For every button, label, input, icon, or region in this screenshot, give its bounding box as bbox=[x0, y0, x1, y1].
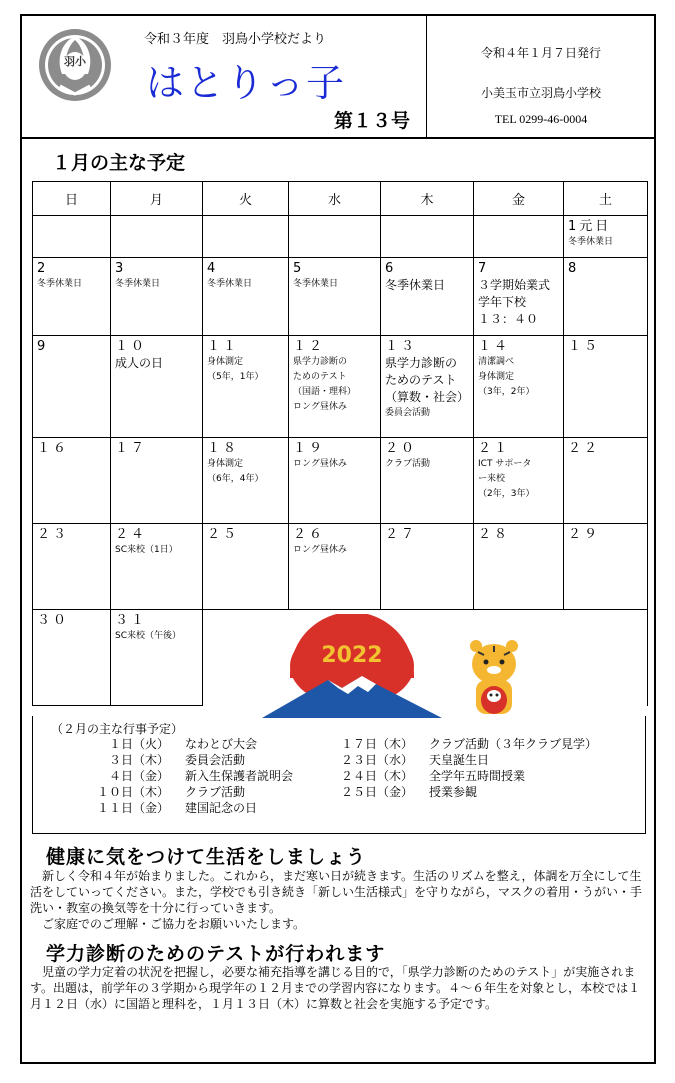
february-event-row bbox=[71, 736, 293, 752]
calendar-day-cell bbox=[111, 524, 203, 610]
illustration-year: 2022 bbox=[321, 643, 383, 668]
day-event: （2年，3年） bbox=[478, 489, 535, 499]
calendar-day-cell bbox=[203, 524, 289, 610]
day-number: ２０ bbox=[385, 441, 418, 456]
february-event-row bbox=[323, 736, 597, 752]
day-number: １０ bbox=[115, 339, 148, 354]
february-event-row bbox=[71, 752, 293, 768]
day-event-main: １３：４０ bbox=[478, 312, 539, 326]
day-number: 5 bbox=[293, 261, 305, 276]
day-number: 4 bbox=[207, 261, 219, 276]
day-event: 身体測定 bbox=[207, 357, 244, 367]
calendar-week-row bbox=[33, 258, 648, 336]
calendar-day-cell bbox=[111, 216, 203, 258]
school-name: 小美玉市立羽鳥小学校 bbox=[480, 86, 601, 100]
day-number: １４ bbox=[478, 339, 511, 354]
day-number: 3 bbox=[115, 261, 127, 276]
weekday-header: 土 bbox=[564, 182, 648, 216]
day-number: １８ bbox=[207, 441, 240, 456]
calendar-day-cell bbox=[474, 438, 564, 524]
day-number: １７ bbox=[115, 441, 148, 456]
day-event: ロング昼休み bbox=[293, 459, 347, 469]
calendar-day-cell bbox=[33, 258, 111, 336]
calendar-day-cell bbox=[33, 216, 111, 258]
february-event-name: 授業参観 bbox=[429, 785, 478, 799]
day-number: 8 bbox=[568, 261, 580, 276]
issue-number: 第１３号 bbox=[334, 110, 411, 132]
day-event: （3年，2年） bbox=[478, 387, 535, 397]
calendar-day-cell bbox=[203, 336, 289, 438]
day-number: 2 bbox=[37, 261, 49, 276]
february-event-date: １０日（木） bbox=[96, 785, 169, 799]
day-event: 冬季休業日 bbox=[37, 279, 83, 289]
day-number: ３１ bbox=[115, 613, 148, 628]
calendar-day-cell bbox=[111, 438, 203, 524]
test-paragraph-1: 児童の学力定着の状況を把握し，必要な補充指導を講じる目的で，「県学力診断のためのテスト」が実施されます。出題は，前学年の３学期から現学年の１２月までの学習内容になります。４～６年生を対象とし，本校では１月１２日（水）に国語と理科を，１月１３日（木）に算数と社会を実施する予定です。 bbox=[30, 965, 641, 1011]
day-number: 1元日 bbox=[568, 219, 612, 234]
school-crest-icon bbox=[38, 28, 112, 102]
calendar-week-row bbox=[33, 524, 648, 610]
february-event-date: １７日（木） bbox=[340, 737, 413, 751]
day-number: ３０ bbox=[37, 613, 70, 628]
calendar-day-cell bbox=[564, 524, 648, 610]
day-event: SC来校（1日） bbox=[115, 545, 178, 555]
february-event-row bbox=[71, 768, 293, 784]
health-heading: 健康に気をつけて生活をしましょう bbox=[46, 846, 367, 868]
day-event-main: 成人の日 bbox=[115, 356, 164, 370]
february-event-name: なわとび大会 bbox=[185, 737, 258, 751]
calendar-day-cell bbox=[381, 258, 474, 336]
day-number: １５ bbox=[568, 339, 601, 354]
day-number: １３ bbox=[385, 339, 418, 354]
weekday-header: 月 bbox=[111, 182, 203, 216]
test-heading: 学力診断のためのテストが行われます bbox=[46, 943, 386, 965]
february-event-row bbox=[323, 784, 597, 800]
calendar-day-cell bbox=[289, 258, 381, 336]
february-event-row bbox=[323, 768, 597, 784]
day-event: ロング昼休み bbox=[293, 402, 347, 412]
crest-text: 羽小 bbox=[64, 55, 86, 68]
february-event-name: クラブ活動 bbox=[185, 785, 246, 799]
february-event-row bbox=[71, 800, 293, 816]
calendar-day-cell bbox=[33, 438, 111, 524]
february-event-date: ４日（金） bbox=[108, 769, 169, 783]
day-number: ２６ bbox=[293, 527, 326, 542]
weekday-header: 木 bbox=[381, 182, 474, 216]
publisher-info bbox=[428, 16, 654, 137]
february-title: （２月の主な行事予定） bbox=[51, 722, 184, 736]
school-year-title: 令和３年度 羽鳥小学校だより bbox=[144, 32, 327, 47]
health-paragraph-2: ご家庭でのご理解・ご協力をお願いいたします。 bbox=[42, 917, 306, 931]
day-event: SC来校（午後） bbox=[115, 631, 181, 641]
calendar-day-cell bbox=[474, 216, 564, 258]
february-event-date: １１日（金） bbox=[96, 801, 169, 815]
day-number: 7 bbox=[478, 261, 490, 276]
calendar-day-cell bbox=[203, 258, 289, 336]
day-number: ２８ bbox=[478, 527, 511, 542]
calendar-heading: １月の主な予定 bbox=[52, 152, 186, 174]
calendar-week-row bbox=[33, 438, 648, 524]
calendar-day-cell bbox=[381, 524, 474, 610]
calendar-day-cell bbox=[474, 336, 564, 438]
february-event-date: １日（火） bbox=[108, 737, 169, 751]
february-event-date: ３日（木） bbox=[108, 753, 169, 767]
calendar-day-cell bbox=[564, 438, 648, 524]
calendar-day-cell bbox=[381, 336, 474, 438]
calendar-day-cell bbox=[474, 524, 564, 610]
calendar-day-cell bbox=[381, 216, 474, 258]
header-divider bbox=[426, 16, 427, 137]
day-event: 身体測定 bbox=[478, 372, 515, 382]
february-event-date: ２５日（金） bbox=[340, 785, 413, 799]
calendar-week-row bbox=[33, 336, 648, 438]
day-number: １１ bbox=[207, 339, 240, 354]
day-number: ２７ bbox=[385, 527, 418, 542]
day-event: ー来校 bbox=[478, 474, 506, 484]
calendar-day-cell bbox=[564, 336, 648, 438]
issue-date: 令和４年１月７日発行 bbox=[480, 46, 601, 60]
calendar-day-cell bbox=[289, 524, 381, 610]
calendar-day-cell bbox=[564, 258, 648, 336]
health-body bbox=[30, 868, 648, 932]
day-event: 冬季休業日 bbox=[207, 279, 253, 289]
day-number: ２３ bbox=[37, 527, 70, 542]
day-event: 県学力診断の bbox=[293, 357, 348, 367]
calendar-day-cell bbox=[111, 258, 203, 336]
health-paragraph-1: 新しく令和４年が始まりました。これから，まだ寒い日が続きます。生活のリズムを整え，体調を万全にして生活をしていってください。また，学校でも引き続き「新しい生活様式」を守りながら，マスクの着用・うがい・手洗い・教室の換気等を十分に行っていきます。 bbox=[30, 869, 643, 915]
calendar-day-cell bbox=[33, 336, 111, 438]
day-number: ２４ bbox=[115, 527, 148, 542]
february-right-column bbox=[323, 736, 597, 800]
day-event: クラブ活動 bbox=[385, 459, 431, 469]
newsletter-header bbox=[22, 16, 654, 139]
calendar-day-cell bbox=[33, 524, 111, 610]
day-number: ２５ bbox=[207, 527, 240, 542]
day-event: 身体測定 bbox=[207, 459, 244, 469]
calendar-day-cell bbox=[203, 438, 289, 524]
day-number: １６ bbox=[37, 441, 70, 456]
february-event-row bbox=[71, 784, 293, 800]
day-event-main: （算数・社会） bbox=[385, 390, 470, 404]
calendar-day-cell bbox=[474, 258, 564, 336]
new-year-illustration bbox=[258, 614, 528, 724]
day-number: 9 bbox=[37, 339, 49, 354]
day-event: 冬季休業日 bbox=[115, 279, 161, 289]
weekday-header: 水 bbox=[289, 182, 381, 216]
tiger-icon bbox=[470, 640, 518, 714]
day-event: ロング昼休み bbox=[293, 545, 347, 555]
day-number: ２２ bbox=[568, 441, 601, 456]
day-number: ２１ bbox=[478, 441, 511, 456]
weekday-header-row bbox=[33, 182, 648, 216]
weekday-header: 日 bbox=[33, 182, 111, 216]
february-event-name: 全学年五時間授業 bbox=[429, 769, 526, 783]
day-event: （国語・理科） bbox=[293, 387, 357, 397]
day-event-main: 県学力診断の bbox=[385, 356, 458, 370]
day-event-main: 学年下校 bbox=[478, 295, 527, 309]
february-event-date: ２４日（木） bbox=[340, 769, 413, 783]
day-number: 6 bbox=[385, 261, 397, 276]
calendar-day-cell bbox=[33, 610, 111, 706]
day-event: ためのテスト bbox=[293, 372, 347, 382]
day-event-main: ３学期始業式 bbox=[478, 278, 551, 292]
february-event-date: ２３日（水） bbox=[340, 753, 413, 767]
day-event: ICT サポータ bbox=[478, 459, 532, 469]
day-event: 冬季休業日 bbox=[568, 237, 614, 247]
day-number: ２９ bbox=[568, 527, 601, 542]
february-event-name: 建国記念の日 bbox=[185, 801, 258, 815]
calendar-day-cell bbox=[289, 438, 381, 524]
day-event: 冬季休業日 bbox=[293, 279, 339, 289]
day-event: 委員会活動 bbox=[385, 408, 431, 418]
day-event: （5年，1年） bbox=[207, 372, 264, 382]
weekday-header: 火 bbox=[203, 182, 289, 216]
calendar-day-cell bbox=[289, 336, 381, 438]
day-event-main: 冬季休業日 bbox=[385, 278, 446, 292]
calendar-day-cell bbox=[203, 216, 289, 258]
weekday-header: 金 bbox=[474, 182, 564, 216]
february-event-row bbox=[323, 752, 597, 768]
day-event: 清潔調べ bbox=[478, 357, 515, 367]
school-tel: TEL 0299-46-0004 bbox=[494, 112, 588, 126]
day-number: １２ bbox=[293, 339, 326, 354]
february-schedule bbox=[32, 716, 646, 834]
february-event-name: 委員会活動 bbox=[185, 753, 246, 767]
newsletter-frame bbox=[20, 14, 656, 1064]
calendar-day-cell bbox=[111, 610, 203, 706]
test-body bbox=[30, 964, 648, 1012]
calendar-week-row bbox=[33, 216, 648, 258]
day-number: １９ bbox=[293, 441, 326, 456]
february-event-name: 新入生保護者説明会 bbox=[185, 769, 294, 783]
february-event-name: 天皇誕生日 bbox=[429, 753, 490, 767]
day-event: （6年，4年） bbox=[207, 474, 264, 484]
calendar-day-cell bbox=[564, 216, 648, 258]
calendar-day-cell bbox=[289, 216, 381, 258]
day-event-main: ためのテスト bbox=[385, 373, 457, 387]
february-left-column bbox=[71, 736, 293, 816]
newsletter-title: はとりっ子 bbox=[146, 61, 347, 105]
february-event-name: クラブ活動（３年クラブ見学） bbox=[429, 737, 598, 751]
calendar-day-cell bbox=[381, 438, 474, 524]
calendar-day-cell bbox=[111, 336, 203, 438]
